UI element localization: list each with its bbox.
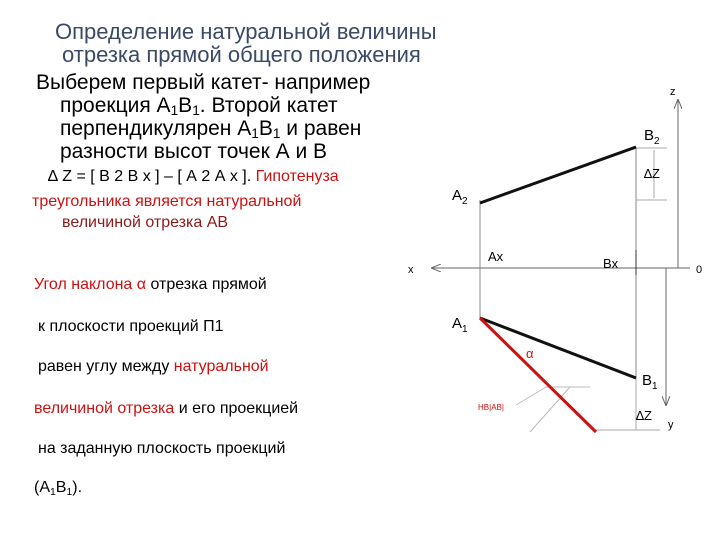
paragraph3-line-6: $(А_1В_1)$. bbox=[34, 479, 83, 498]
segment-a2b2 bbox=[480, 147, 636, 203]
delta-z-formula: ∆ Z = [ В 2 В x ] – [ А 2 А x ]. Гипотенуза bbox=[48, 168, 339, 185]
point-a2-label: $A_2$ bbox=[452, 187, 468, 207]
point-a1-label: $A_1$ bbox=[452, 315, 468, 335]
paragraph1-line-2: проекция $А_1В_1$. Второй катет bbox=[60, 94, 338, 119]
nv-ab-label: НВ|АВ| bbox=[478, 403, 504, 412]
nv-leader-3 bbox=[530, 387, 570, 432]
axis-y-label: y bbox=[668, 419, 674, 431]
paragraph2-line-1: треугольника является натуральной bbox=[32, 193, 302, 210]
point-ax-label: Ax bbox=[488, 249, 504, 264]
origin-label: 0 bbox=[696, 264, 703, 276]
true-length-hypotenuse bbox=[480, 318, 596, 432]
point-b2-label: $B_2$ bbox=[644, 127, 660, 147]
point-b1-label: $B_1$ bbox=[642, 372, 658, 392]
title-line-1: Определение натуральной величины bbox=[55, 19, 437, 44]
axis-x-label: x bbox=[408, 264, 414, 276]
paragraph2-line-2: величиной отрезка АВ bbox=[62, 214, 229, 231]
title-line-2: отрезка прямой общего положения bbox=[62, 42, 421, 67]
point-bx-label: Bx bbox=[603, 256, 619, 271]
delta-z-top-label: ∆Z bbox=[644, 166, 660, 181]
paragraph3-line-3: равен углу между натуральной bbox=[38, 358, 269, 375]
nv-leader bbox=[516, 387, 546, 405]
axis-z-label: z bbox=[670, 86, 676, 98]
paragraph1-line-3: перпендикулярен $А_1В_1$ и равен bbox=[60, 117, 362, 142]
segment-a1b1 bbox=[480, 318, 636, 378]
alpha-angle-label: α bbox=[526, 346, 534, 361]
paragraph3-line-4: величиной отрезка и его проекцией bbox=[34, 400, 299, 417]
paragraph3-line-1: Угол наклона α отрезка прямой bbox=[34, 276, 267, 293]
paragraph3-line-2: к плоскости проекций П1 bbox=[38, 318, 224, 335]
paragraph1-line-1: Выберем первый катет- например bbox=[36, 71, 371, 94]
paragraph3-line-5: на заданную плоскость проекций bbox=[38, 440, 286, 457]
delta-z-bottom-label: ∆Z bbox=[636, 408, 652, 423]
paragraph1-line-4: разности высот точек А и В bbox=[60, 140, 328, 163]
